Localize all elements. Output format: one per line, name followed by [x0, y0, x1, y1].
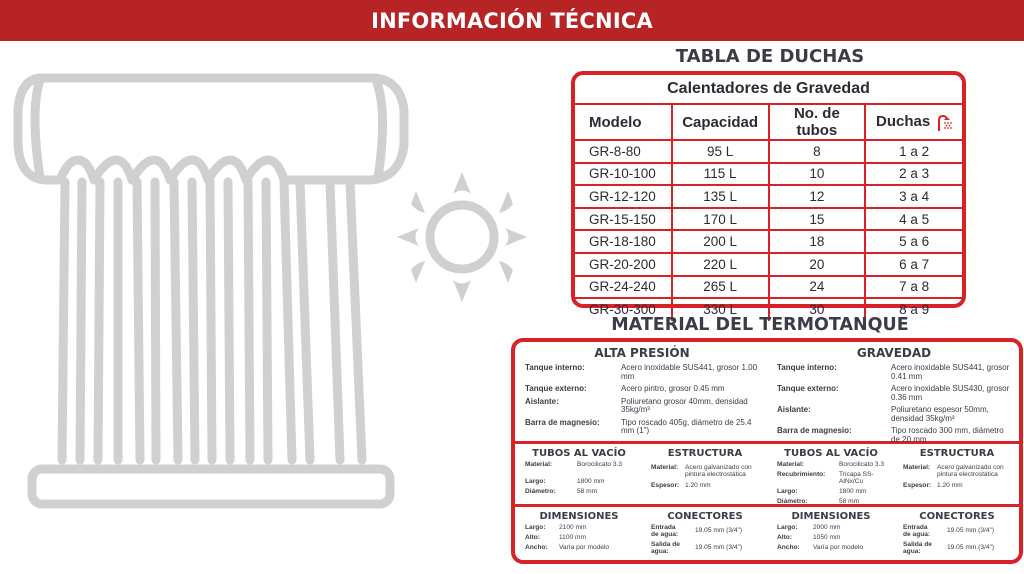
cell-tubos: 24 [769, 276, 866, 299]
spec-label: Tanque externo: [525, 384, 587, 393]
spec-row [903, 464, 1011, 478]
spec-row [525, 398, 759, 415]
cell-duchas: 5 a 6 [865, 230, 962, 253]
spec-row [903, 482, 1011, 489]
spec-value: 58 mm [577, 488, 598, 495]
table-row [575, 140, 962, 163]
section-heading: ESTRUCTURA [667, 448, 743, 459]
spec-label: Entrada de agua: [903, 524, 931, 538]
spec-label: Ancho: [525, 544, 548, 551]
spec-value: Poliuretano grosor 40mm, densidad 35kg/m³ [621, 396, 748, 414]
spec-row [525, 524, 633, 531]
ap-estructura-section [641, 444, 767, 504]
spec-label: Material: [777, 461, 805, 468]
spec-row [525, 419, 759, 436]
table-row [575, 230, 962, 253]
col-header-capacidad: Capacidad [672, 104, 769, 140]
spec-row [777, 461, 885, 468]
spec-value: Poliuretano espesor 50mm, densidad 35kg/m³ [891, 405, 989, 423]
spec-value: 1800 mm [577, 478, 605, 485]
gr-estructura-section [893, 444, 1019, 504]
spec-label: Espesor: [651, 482, 680, 489]
ap-conectores-section [641, 507, 767, 564]
spec-label: Material: [651, 464, 679, 471]
table-header-row [575, 104, 962, 140]
spec-label: Alto: [777, 534, 793, 541]
gravedad-section [767, 342, 1019, 444]
spec-value: 2000 mm [813, 524, 841, 531]
cell-duchas: 1 a 2 [865, 140, 962, 163]
spec-value: 19.05 mm (3/4") [695, 527, 743, 534]
section-heading: CONECTORES [667, 511, 743, 522]
cell-duchas: 7 a 8 [865, 276, 962, 299]
spec-value: 19.05 mm (3/4") [947, 527, 995, 534]
spec-value: Acero inoxidable SUS430, grosor 0.36 mm [891, 384, 1010, 402]
cell-capacidad: 200 L [672, 230, 769, 253]
table-row [575, 163, 962, 186]
cell-modelo: GR-30-300 [575, 298, 672, 321]
spec-value: Acero galvanizado con pintura electrostática [937, 464, 1004, 478]
spec-row [525, 385, 759, 394]
cell-tubos: 10 [769, 163, 866, 186]
spec-row [525, 544, 633, 551]
cell-tubos: 15 [769, 208, 866, 231]
cell-duchas: 2 a 3 [865, 163, 962, 186]
gr-conectores-section [893, 507, 1019, 564]
spec-value: 1050 mm [813, 534, 841, 541]
ap-dimensiones-section [515, 507, 641, 564]
spec-value: Acero pintro, grosor 0.45 mm [621, 384, 725, 393]
ap-tubos-section [515, 444, 641, 504]
header-banner [0, 0, 1024, 41]
spec-value: Tipo roscado 405g, diámetro de 25.4 mm (1") [621, 417, 752, 435]
spec-label: Largo: [525, 478, 546, 485]
spec-row [777, 544, 885, 551]
col-header-tubos: No. de tubos [769, 104, 866, 140]
section-heading: ALTA PRESIÓN [594, 346, 690, 360]
spec-label: Largo: [777, 524, 798, 531]
section-heading: TUBOS AL VACÍO [784, 448, 878, 459]
cell-tubos: 20 [769, 253, 866, 276]
cell-duchas: 3 a 4 [865, 185, 962, 208]
spec-row [777, 427, 1011, 444]
spec-label: Aislante: [525, 396, 559, 406]
spec-label: Recubrimiento: [777, 471, 826, 478]
spec-label: Largo: [777, 488, 798, 495]
spec-row [777, 534, 885, 541]
spec-row [777, 524, 885, 531]
alta-presion-section [515, 342, 767, 441]
spec-label: Largo: [525, 524, 546, 531]
spec-row [651, 524, 759, 538]
spec-value: Tipo roscado 300 mm, diámetro de 20 mm [891, 426, 1004, 444]
spec-label: Barra de magnesio: [777, 426, 852, 435]
cell-modelo: GR-12-120 [575, 185, 672, 208]
spec-value: Borocilicato 3.3 [577, 461, 623, 468]
section-heading: TUBOS AL VACÍO [532, 448, 626, 459]
cell-modelo: GR-24-240 [575, 276, 672, 299]
gr-dimensiones-section [767, 507, 893, 564]
column-icon [18, 78, 404, 504]
spec-row [777, 471, 885, 485]
spec-label: Ancho: [777, 544, 800, 551]
duchas-label: Duchas [876, 113, 931, 131]
table-row [575, 208, 962, 231]
spec-label: Barra de magnesio: [525, 417, 600, 427]
spec-row [525, 488, 633, 495]
tubes-structure-row [515, 444, 1019, 507]
cell-duchas: 8 a 9 [865, 298, 962, 321]
spec-row [651, 482, 759, 489]
table-row [575, 276, 962, 299]
spec-row [903, 524, 1011, 538]
cell-capacidad: 135 L [672, 185, 769, 208]
spec-label: Tanque interno: [777, 363, 837, 372]
spec-row [777, 498, 885, 505]
tank-specs-row [515, 342, 1019, 444]
spec-label: Tanque externo: [777, 384, 839, 393]
cell-duchas: 6 a 7 [865, 253, 962, 276]
shower-table-title: TABLA DE DUCHAS [675, 46, 865, 67]
spec-value: Tricapa SS-AlNx/Cu [839, 471, 874, 485]
cell-modelo: GR-15-150 [575, 208, 672, 231]
table-caption: Calentadores de Gravedad [575, 75, 962, 104]
spec-label: Aislante: [777, 405, 811, 414]
spec-value: 1.20 mm [937, 482, 963, 489]
cell-capacidad: 115 L [672, 163, 769, 186]
cell-tubos: 30 [769, 298, 866, 321]
spec-row [525, 364, 759, 381]
section-heading: ESTRUCTURA [919, 448, 995, 459]
cell-capacidad: 95 L [672, 140, 769, 163]
spec-row [651, 541, 759, 555]
spec-row [903, 541, 1011, 555]
material-title: MATERIAL DEL TERMOTANQUE [611, 315, 909, 335]
section-heading: GRAVEDAD [856, 346, 932, 360]
cell-tubos: 12 [769, 185, 866, 208]
spec-value: 1100 mm [559, 534, 586, 541]
spec-label: Alto: [525, 534, 541, 541]
spec-row [525, 461, 633, 468]
shower-icon [936, 115, 952, 131]
spec-label: Diámetro: [525, 488, 556, 495]
spec-value: Acero inoxidable SUS441, grosor 0.41 mm [891, 363, 1010, 381]
cell-capacidad: 330 L [672, 298, 769, 321]
page-title: INFORMACIÓN TÉCNICA [371, 8, 653, 33]
cell-capacidad: 170 L [672, 208, 769, 231]
spec-value: Acero inoxidable SUS441, grosor 1.00 mm [621, 363, 758, 381]
table-row [575, 185, 962, 208]
col-header-duchas [865, 104, 962, 140]
spec-row [777, 364, 1011, 381]
section-heading: DIMENSIONES [791, 511, 871, 522]
spec-row [525, 478, 633, 485]
spec-row [777, 406, 1011, 423]
spec-row [777, 385, 1011, 402]
spec-label: Salida de agua: [651, 541, 680, 555]
spec-value: 58 mm [839, 498, 860, 505]
spec-value: 19.05 mm (3/4") [695, 544, 743, 551]
spec-label: Entrada de agua: [651, 524, 679, 538]
dimensions-connectors-row [515, 507, 1019, 564]
spec-label: Salida de agua: [903, 541, 932, 555]
cell-modelo: GR-20-200 [575, 253, 672, 276]
cell-tubos: 8 [769, 140, 866, 163]
spec-value: Varía por modelo [559, 544, 610, 551]
cell-modelo: GR-10-100 [575, 163, 672, 186]
column-illustration [0, 45, 540, 545]
cell-tubos: 18 [769, 230, 866, 253]
spec-label: Tanque interno: [525, 363, 585, 372]
spec-value: 1800 mm [839, 488, 867, 495]
spec-label: Material: [525, 461, 553, 468]
spec-label: Espesor: [903, 482, 932, 489]
cell-duchas: 4 a 5 [865, 208, 962, 231]
cell-capacidad: 220 L [672, 253, 769, 276]
spec-row [651, 464, 759, 478]
spec-label: Material: [903, 464, 931, 471]
cell-capacidad: 265 L [672, 276, 769, 299]
section-heading: DIMENSIONES [539, 511, 619, 522]
col-header-modelo: Modelo [575, 104, 672, 140]
spec-row [777, 488, 885, 495]
cell-modelo: GR-8-80 [575, 140, 672, 163]
shower-table [571, 71, 966, 318]
sun-icon [397, 172, 527, 302]
spec-row [525, 534, 633, 541]
spec-value: 2100 mm [559, 524, 587, 531]
cell-modelo: GR-18-180 [575, 230, 672, 253]
spec-value: 1.20 mm [685, 482, 711, 489]
spec-value: Varía por modelo [813, 544, 864, 551]
spec-value: 19.05 mm (3/4") [947, 544, 995, 551]
gr-tubos-section [767, 444, 893, 504]
section-heading: CONECTORES [919, 511, 995, 522]
material-box [511, 338, 1023, 564]
table-row [575, 253, 962, 276]
spec-value: Borocilicato 3.3 [839, 461, 885, 468]
spec-label: Diámetro: [777, 498, 808, 505]
spec-value: Acero galvanizado con pintura electrostática [685, 464, 752, 478]
